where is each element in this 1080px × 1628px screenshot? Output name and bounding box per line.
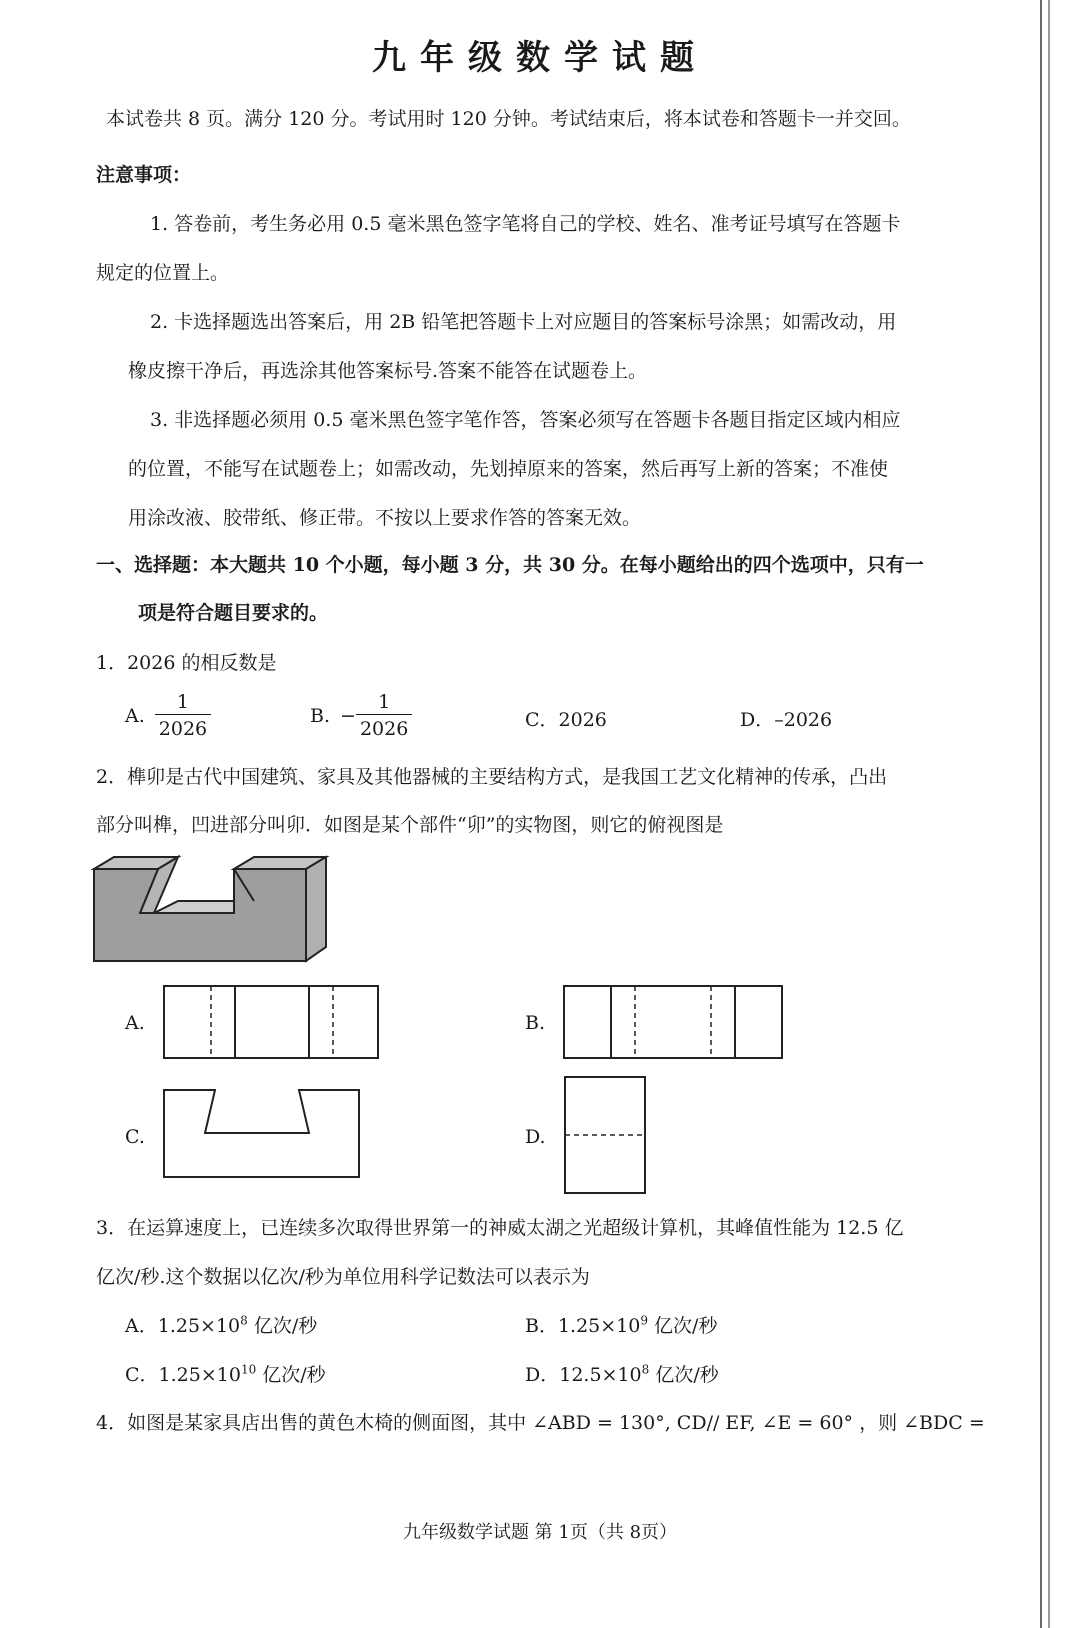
q3-option-d <box>525 1360 719 1387</box>
option-label: A. <box>125 704 145 727</box>
q2-option-c-label: C. <box>125 1126 145 1148</box>
option-label: C． <box>125 1364 159 1386</box>
question-1-stem: 1．2026 的相反数是 <box>96 652 277 674</box>
fraction <box>155 690 211 741</box>
page-title: 九年级数学试题 <box>372 38 708 78</box>
option-label: B. <box>310 704 331 727</box>
option-label: D． <box>525 1364 560 1386</box>
q3-option-c <box>125 1360 326 1387</box>
notes-heading: 注意事项： <box>96 164 192 186</box>
option-label: B． <box>525 1315 558 1337</box>
note-line: 3. 非选择题必须用 0.5 毫米黑色签字笔作答，答案必须写在答题卡各题目指定区域内相应 <box>150 409 901 431</box>
fraction-numerator: 1 <box>378 691 391 713</box>
option-exponent: 8 <box>240 1313 248 1328</box>
page-edge-line <box>1040 0 1042 1628</box>
option-base: 1.25×10 <box>157 1315 241 1337</box>
option-unit: 亿次/秒 <box>256 1364 326 1386</box>
section-heading: 一、选择题：本大题共 10 个小题，每小题 3 分，共 30 分。在每小题给出的四个选项中，只有一 <box>96 554 924 576</box>
option-base: 12.5×10 <box>559 1364 642 1386</box>
minus-sign: − <box>340 704 356 727</box>
option-exponent: 10 <box>240 1362 257 1377</box>
q2-option-a-view <box>163 985 379 1059</box>
fraction-numerator: 1 <box>176 691 189 713</box>
q1-option-a <box>125 690 211 741</box>
q1-option-b <box>310 690 412 741</box>
section-heading-cont: 项是符合题目要求的。 <box>138 602 329 624</box>
note-line: 用涂改液、胶带纸、修正带。不按以上要求作答的答案无效。 <box>128 507 642 529</box>
question-2-line: 2．榫卯是古代中国建筑、家具及其他器械的主要结构方式，是我国工艺文化精神的传承，凸出 <box>96 766 888 788</box>
exam-intro: 本试卷共 8 页。满分 120 分。考试用时 120 分钟。考试结束后，将本试卷和答题卡一并交回。 <box>106 108 911 130</box>
q3-option-a <box>125 1311 317 1338</box>
option-label: A． <box>125 1315 158 1337</box>
q3-option-b <box>525 1311 717 1338</box>
note-line: 1. 答卷前，考生务必用 0.5 毫米黑色签字笔将自己的学校、姓名、准考证号填写在答题卡 <box>150 213 901 235</box>
q1-option-d: D．–2026 <box>740 709 833 731</box>
option-base: 1.25×10 <box>158 1364 241 1386</box>
note-line: 规定的位置上。 <box>96 262 230 284</box>
q2-option-a-label: A. <box>125 1012 145 1034</box>
fraction <box>356 690 412 741</box>
question-2-line: 部分叫榫，凹进部分叫卯．如图是某个部件“卯”的实物图，则它的俯视图是 <box>96 814 724 836</box>
q2-option-d-view <box>564 1076 646 1194</box>
page-footer: 九年级数学试题 第 1页（共 8页） <box>402 1522 678 1543</box>
option-unit: 亿次/秒 <box>648 1315 718 1337</box>
option-exponent: 9 <box>640 1313 649 1328</box>
option-exponent: 8 <box>641 1362 650 1377</box>
option-unit: 亿次/秒 <box>649 1364 719 1386</box>
q1-option-c: C．2026 <box>525 709 607 731</box>
fraction-denominator: 2026 <box>356 714 412 741</box>
note-line: 橡皮擦干净后，再选涂其他答案标号.答案不能答在试题卷上。 <box>128 360 648 382</box>
q2-option-d-label: D. <box>525 1126 546 1148</box>
option-unit: 亿次/秒 <box>247 1315 318 1337</box>
q2-option-c-view <box>163 1089 361 1179</box>
fraction-denominator: 2026 <box>155 714 211 741</box>
page-edge-line-2 <box>1048 0 1050 1628</box>
question-4-line: 4．如图是某家具店出售的黄色木椅的侧面图，其中 ∠ABD = 130°, CD// EF, ∠E = 60° ，则 ∠BDC = <box>96 1412 985 1434</box>
question-3-line: 亿次/秒.这个数据以亿次/秒为单位用科学记数法可以表示为 <box>96 1266 590 1288</box>
note-line: 2. 卡选择题选出答案后，用 2B 铅笔把答题卡上对应题目的答案标号涂黑；如需改动，用 <box>150 311 897 333</box>
q2-option-b-view <box>563 985 783 1059</box>
note-line: 的位置，不能写在试题卷上；如需改动，先划掉原来的答案，然后再写上新的答案；不准使 <box>128 458 889 480</box>
mortise-3d-figure <box>94 855 334 965</box>
question-3-line: 3．在运算速度上，已连续多次取得世界第一的神威太湖之光超级计算机，其峰值性能为 12.5 亿 <box>96 1217 904 1239</box>
option-base: 1.25×10 <box>557 1315 641 1337</box>
q2-option-b-label: B. <box>525 1012 546 1034</box>
